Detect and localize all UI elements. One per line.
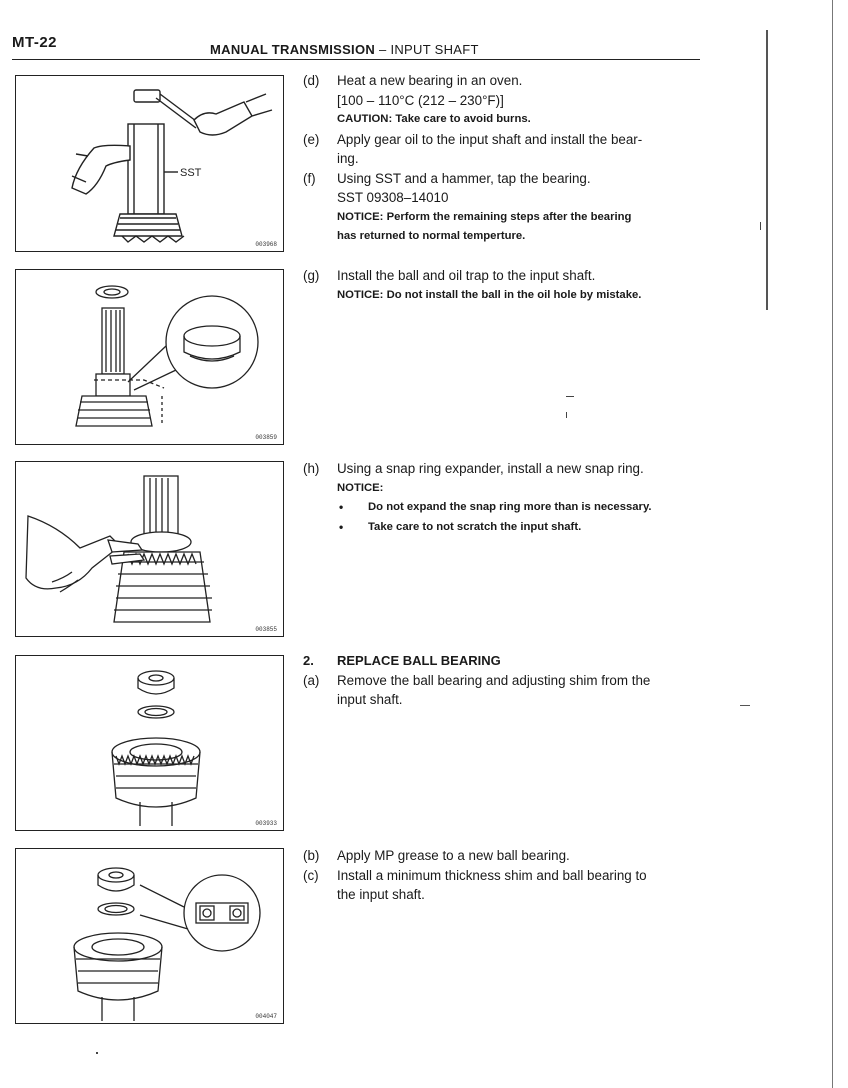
- header-title-main: MANUAL TRANSMISSION: [210, 42, 376, 57]
- caution-label: CAUTION:: [337, 113, 393, 125]
- step-text: Install the ball and oil trap to the input shaft.: [337, 268, 596, 283]
- scan-edge-line: [832, 0, 833, 1088]
- step-f: [303, 169, 713, 247]
- step-g: [303, 266, 713, 305]
- caution-note: [337, 110, 713, 130]
- sst-number: SST 09308–14010: [337, 190, 449, 205]
- snap-ring-expander-illustration: [16, 462, 283, 636]
- figure-code: 003855: [255, 626, 277, 633]
- figure-code: 003968: [255, 241, 277, 248]
- step-c: [303, 866, 713, 905]
- caution-text: Take care to avoid burns.: [392, 113, 531, 125]
- figure-install-bearing: [15, 848, 284, 1024]
- step-text: Apply MP grease to a new ball bearing.: [337, 848, 570, 863]
- section-header: [210, 42, 479, 57]
- steps-group-replace-bearing: [303, 651, 713, 710]
- step-label: (g): [303, 268, 320, 283]
- step-text: Heat a new bearing in an oven.: [337, 73, 523, 88]
- step-label: (b): [303, 848, 320, 863]
- step-temperature: [100 – 110°C (212 – 230°F)]: [337, 92, 504, 108]
- scan-speck: [566, 396, 574, 397]
- notice-bullets: [337, 498, 713, 537]
- step-h: [303, 459, 713, 537]
- step-text: Using SST and a hammer, tap the bearing.: [337, 170, 591, 186]
- step-label: (c): [303, 867, 319, 883]
- oil-trap-illustration: [16, 270, 283, 444]
- figure-bearing-installation: [15, 75, 284, 252]
- figure-code: 004047: [255, 1013, 277, 1020]
- step-label: (h): [303, 461, 320, 476]
- hammer-sst-illustration: [16, 76, 283, 251]
- step-label: (e): [303, 131, 320, 147]
- step-label: (a): [303, 672, 320, 688]
- section-number: 2.: [303, 653, 314, 668]
- bearing-install-illustration: [16, 849, 283, 1023]
- notice-label: NOTICE:: [337, 481, 384, 494]
- step-d: [303, 71, 713, 130]
- step-a: [303, 671, 713, 710]
- section-title: REPLACE BALL BEARING: [337, 653, 501, 668]
- step-text: Install a minimum thickness shim and ball bearing to: [337, 867, 647, 883]
- notice-bullet: • Take care to not scratch the input shaft.: [337, 518, 713, 538]
- step-label: (f): [303, 170, 316, 186]
- steps-group-bearing: [303, 71, 713, 247]
- step-text: Apply gear oil to the input shaft and install the bear-: [337, 131, 643, 147]
- step-text-continued: the input shaft.: [337, 887, 425, 902]
- notice-note: NOTICE: Do not install the ball in the oil hole by mistake.: [337, 288, 642, 301]
- notice-line-2: has returned to normal temperture.: [337, 230, 526, 242]
- figure-remove-bearing: [15, 655, 284, 831]
- figure-ball-oil-trap: [15, 269, 284, 445]
- steps-group-install-bearing: [303, 846, 713, 905]
- section-2-heading: [303, 651, 713, 671]
- scan-mark: [740, 705, 750, 706]
- step-text: Remove the ball bearing and adjusting shim from the: [337, 672, 651, 688]
- step-b: [303, 846, 713, 866]
- page-number: MT-22: [12, 34, 58, 51]
- header-title-separator: –: [375, 42, 391, 57]
- figure-snap-ring: [15, 461, 284, 637]
- step-label: (d): [303, 73, 320, 88]
- steps-group-oil-trap: [303, 266, 713, 305]
- figure-code: 003933: [255, 820, 277, 827]
- header-rule: [12, 59, 700, 60]
- sst-callout-label: SST: [180, 167, 202, 179]
- figure-code: 003859: [255, 434, 277, 441]
- scan-speck: [760, 222, 761, 230]
- scan-margin-line: [766, 30, 768, 310]
- steps-group-snap-ring: [303, 459, 713, 537]
- scan-speck: [96, 1052, 98, 1054]
- step-text-continued: ing.: [337, 151, 359, 166]
- step-text-continued: input shaft.: [337, 692, 403, 707]
- step-e: [303, 130, 713, 169]
- bearing-removal-illustration: [16, 656, 283, 830]
- step-text: Using a snap ring expander, install a new snap ring.: [337, 461, 644, 476]
- header-title-sub: INPUT SHAFT: [390, 42, 479, 57]
- scan-speck: [566, 412, 567, 418]
- notice-bullet: • Do not expand the snap ring more than is necessary.: [337, 498, 713, 518]
- notice-line-1: NOTICE: Perform the remaining steps after the bearing: [337, 210, 632, 223]
